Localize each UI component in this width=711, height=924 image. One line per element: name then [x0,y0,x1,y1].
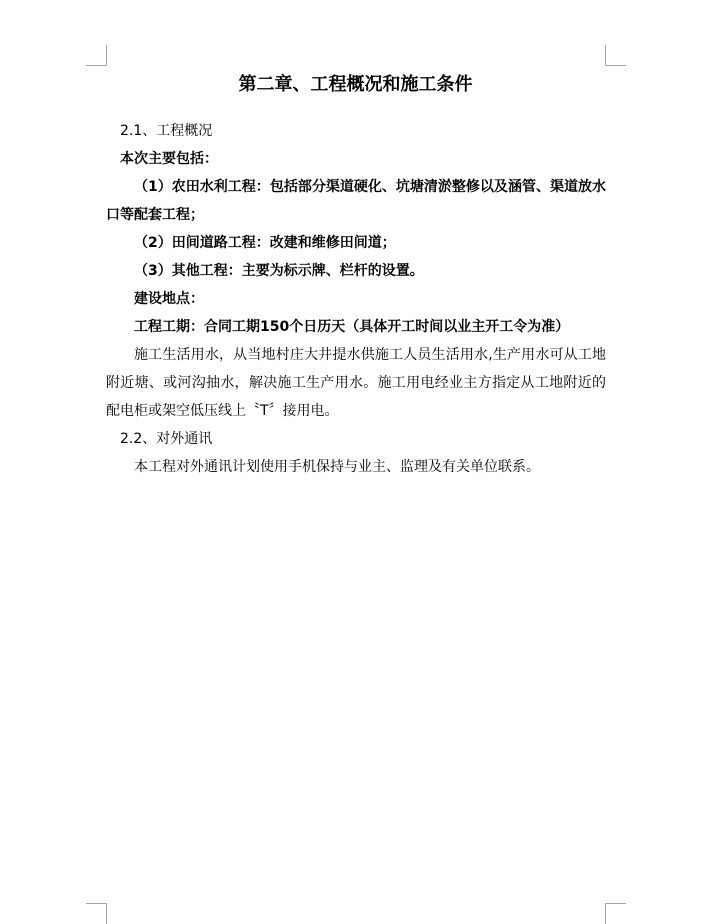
page-corner-mark-top-left [86,45,107,66]
scope-item-field-road: （2）田间道路工程：改建和维修田间道； [134,235,396,251]
construction-duration: 工程工期：合同工期150个日历天（具体开工时间以业主开工令为准） [134,319,570,335]
scope-item-other: （3）其他工程：主要为标示牌、栏杆的设置。 [134,263,424,279]
document-body [106,117,606,481]
water-power-paragraph: 施工生活用水，从当地村庄大井提水供施工人员生活用水,生产用水可从工地附近塘、或河沟抽水，解决施工生产用水。施工用电经业主方指定从工地附近的配电柜或架空低压线上〝T〞接用电。 [106,347,606,419]
page-corner-mark-top-right [605,45,626,66]
section-heading-2-1: 2.1、工程概况 [120,123,213,139]
scope-item-farmland-water: （1）农田水利工程：包括部分渠道硬化、坑塘清淤整修以及涵管、渠道放水口等配套工程； [106,179,606,223]
construction-location: 建设地点： [134,291,204,307]
section-heading-2-2: 2.2、对外通讯 [120,431,213,447]
chapter-title: 第二章、工程概况和施工条件 [238,74,473,95]
communication-paragraph: 本工程对外通讯计划使用手机保持与业主、监理及有关单位联系。 [134,459,540,475]
scope-intro: 本次主要包括： [120,151,218,167]
